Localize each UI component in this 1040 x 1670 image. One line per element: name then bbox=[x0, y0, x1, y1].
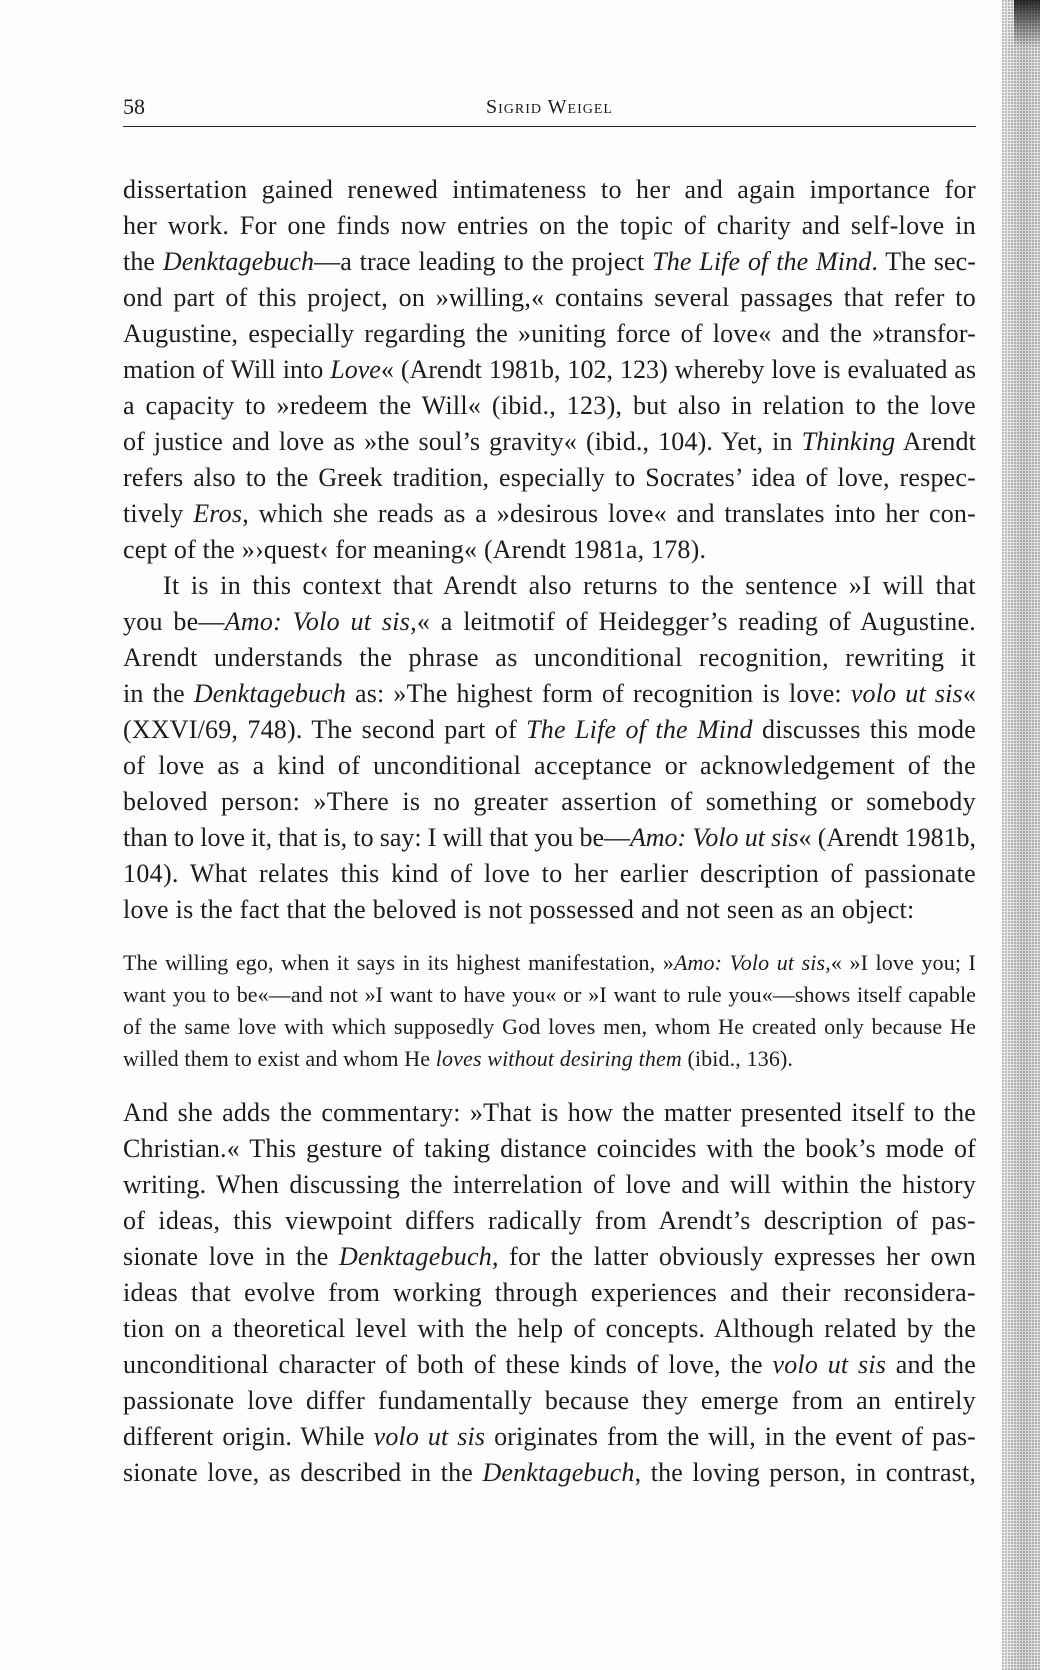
line-text bbox=[123, 1455, 976, 1491]
text-line bbox=[123, 892, 976, 928]
text-run: discusses this mode bbox=[752, 715, 976, 744]
text-line bbox=[123, 712, 976, 748]
text-line bbox=[123, 1419, 976, 1455]
text-line bbox=[123, 676, 976, 712]
text-run: , for the latter obviously expresses her own bbox=[491, 1242, 976, 1271]
text-run: Arendt bbox=[895, 427, 976, 456]
line-text bbox=[123, 1095, 976, 1131]
text-run: The willing ego, when it says in its highest manifestation, » bbox=[123, 950, 674, 975]
text-run: 104). What relates this kind of love to her earlier description of passionate bbox=[123, 859, 976, 888]
line-text bbox=[123, 604, 976, 640]
text-run: « bbox=[962, 679, 976, 708]
text-run: willed them to exist and whom He bbox=[123, 1046, 436, 1071]
line-text bbox=[123, 979, 976, 1011]
italic-text: volo ut sis bbox=[772, 1350, 887, 1379]
line-text bbox=[123, 352, 976, 388]
text-run: writing. When discussing the interrelation of love and will within the history bbox=[123, 1170, 976, 1199]
text-run: sionate love, as described in the bbox=[123, 1458, 483, 1487]
text-line bbox=[123, 532, 976, 568]
text-run: passionate love differ fundamentally because they emerge from an entirely bbox=[123, 1386, 976, 1415]
line-text bbox=[123, 316, 976, 352]
text-run: beloved person: »There is no greater assertion of something or somebody bbox=[123, 787, 976, 816]
text-run: cept of the »›quest‹ for meaning« (Arendt 1981a, 178). bbox=[123, 535, 707, 564]
line-text bbox=[123, 172, 976, 208]
text-run: And she adds the commentary: »That is how the matter presented itself to the bbox=[123, 1098, 976, 1127]
line-text bbox=[123, 784, 976, 820]
italic-text: The Life of the Mind bbox=[652, 247, 872, 276]
text-run: . The sec- bbox=[871, 247, 977, 276]
line-text bbox=[123, 1311, 976, 1347]
text-run: unconditional character of both of these kinds of love, the bbox=[123, 1350, 773, 1379]
text-line bbox=[123, 1347, 976, 1383]
text-run: refers also to the Greek tradition, especially to Socrates’ idea of love, respec- bbox=[123, 463, 976, 492]
line-text bbox=[123, 244, 976, 280]
text-line bbox=[123, 424, 976, 460]
text-run: Augustine, especially regarding the »uniting force of love« and the »transfor- bbox=[123, 319, 976, 348]
text-line bbox=[123, 784, 976, 820]
line-text bbox=[123, 1419, 976, 1455]
text-run: you be— bbox=[123, 607, 225, 636]
text-line bbox=[123, 1203, 976, 1239]
paragraph bbox=[123, 568, 976, 928]
text-run: in the bbox=[123, 679, 194, 708]
text-line bbox=[123, 316, 976, 352]
text-run: of justice and love as »the soul’s gravity« (ibid., 104). Yet, in bbox=[123, 427, 802, 456]
main-text bbox=[123, 172, 976, 1491]
line-text bbox=[123, 1347, 976, 1383]
text-run: ond part of this project, on »willing,« contains several passages that refer to bbox=[123, 283, 976, 312]
text-run: love is the fact that the beloved is not possessed and not seen as an object: bbox=[123, 895, 915, 924]
italic-text: Denktagebuch bbox=[162, 247, 315, 276]
italic-text: volo ut sis bbox=[850, 679, 963, 708]
text-line bbox=[123, 352, 976, 388]
text-run: « a leitmotif of Heidegger’s reading of Augustine. bbox=[416, 607, 977, 636]
text-line bbox=[123, 1455, 976, 1491]
line-text bbox=[123, 820, 976, 856]
text-line bbox=[123, 1311, 976, 1347]
line-text bbox=[123, 892, 915, 928]
text-line bbox=[123, 388, 976, 424]
text-line bbox=[123, 208, 976, 244]
text-line bbox=[123, 856, 976, 892]
text-run: dissertation gained renewed intimateness to her and again importance for bbox=[123, 175, 976, 204]
text-run: ideas that evolve from working through experiences and their reconsidera- bbox=[123, 1278, 976, 1307]
scan-edge-shadow bbox=[1002, 0, 1040, 1670]
line-text bbox=[123, 424, 976, 460]
paragraph-continues-next-page bbox=[123, 1095, 976, 1491]
line-text bbox=[123, 1383, 976, 1419]
text-run: originates from the will, in the event of pas- bbox=[485, 1422, 977, 1451]
text-run: as: »The highest form of recognition is love: bbox=[346, 679, 851, 708]
running-head bbox=[123, 94, 976, 120]
line-text bbox=[163, 568, 976, 604]
text-run: Arendt understands the phrase as unconditional recognition, rewriting it bbox=[123, 643, 976, 672]
line-text bbox=[123, 856, 976, 892]
line-text bbox=[123, 1011, 976, 1043]
text-line bbox=[123, 947, 976, 979]
text-run: tively bbox=[123, 499, 194, 528]
line-text bbox=[123, 1275, 976, 1311]
text-run: (XXVI/69, 748). The second part of bbox=[123, 715, 527, 744]
paragraph-continued bbox=[123, 172, 976, 568]
text-line bbox=[123, 748, 976, 784]
line-text bbox=[123, 1239, 976, 1275]
text-line bbox=[123, 1131, 976, 1167]
line-text bbox=[123, 1203, 976, 1239]
text-run: of ideas, this viewpoint differs radically from Arendt’s description of pas- bbox=[123, 1206, 976, 1235]
text-line bbox=[123, 1011, 976, 1043]
line-text bbox=[123, 460, 976, 496]
text-line bbox=[123, 244, 976, 280]
line-text bbox=[123, 1131, 976, 1167]
text-run: her work. For one finds now entries on the topic of charity and self-love in bbox=[123, 211, 976, 240]
italic-text: Denktagebuch bbox=[339, 1242, 492, 1271]
text-run: sionate love in the bbox=[123, 1242, 339, 1271]
line-text bbox=[123, 1167, 976, 1203]
line-text bbox=[123, 532, 706, 568]
text-run: than to love it, that is, to say: I will that you be— bbox=[123, 823, 630, 852]
line-text bbox=[123, 1043, 793, 1075]
text-line bbox=[123, 979, 976, 1011]
italic-text: Amo: Volo ut sis bbox=[629, 823, 799, 852]
line-text bbox=[123, 208, 976, 244]
text-line bbox=[123, 172, 976, 208]
italic-text: Amo: Volo ut sis, bbox=[673, 950, 831, 975]
italic-text: Denktagebuch bbox=[193, 679, 347, 708]
text-run: mation of Will into bbox=[123, 355, 331, 384]
text-run: , which she reads as a »desirous love« and translates into her con- bbox=[242, 499, 976, 528]
text-run: « »I love you; I bbox=[830, 950, 977, 975]
text-run: , the loving person, in contrast, bbox=[634, 1458, 976, 1487]
text-run: and the bbox=[886, 1350, 976, 1379]
block-quote bbox=[123, 947, 976, 1075]
text-run: It is in this context that Arendt also returns to the sentence »I will that bbox=[163, 571, 976, 600]
italic-text: Thinking bbox=[801, 427, 896, 456]
line-text bbox=[123, 712, 976, 748]
running-title: Sigrid Weigel bbox=[486, 96, 613, 118]
line-text bbox=[123, 640, 976, 676]
italic-text: Amo: Volo ut sis, bbox=[224, 607, 417, 636]
text-run: of the same love with which supposedly God loves men, whom He created only because He bbox=[123, 1014, 976, 1039]
text-run: « (Arendt 1981b, bbox=[798, 823, 977, 852]
text-run: want you to be«—and not »I want to have you« or »I want to rule you«—shows itself capable bbox=[123, 982, 976, 1007]
italic-text: Denktagebuch bbox=[482, 1458, 635, 1487]
text-line bbox=[123, 1275, 976, 1311]
text-run: the bbox=[123, 247, 163, 276]
italic-text: loves without desiring them bbox=[435, 1046, 682, 1071]
text-line bbox=[123, 280, 976, 316]
line-text bbox=[123, 947, 976, 979]
text-line bbox=[123, 820, 976, 856]
scan-corner-shadow bbox=[1014, 0, 1040, 48]
text-run: a capacity to »redeem the Will« (ibid., 123), but also in relation to the love bbox=[123, 391, 976, 420]
text-line bbox=[123, 1383, 976, 1419]
italic-text: Love bbox=[330, 355, 381, 384]
text-line bbox=[123, 496, 976, 532]
text-line bbox=[123, 1167, 976, 1203]
line-text bbox=[123, 280, 976, 316]
italic-text: Eros bbox=[193, 499, 243, 528]
text-run: different origin. While bbox=[123, 1422, 374, 1451]
line-text bbox=[123, 388, 976, 424]
italic-text: volo ut sis bbox=[373, 1422, 486, 1451]
line-text bbox=[123, 676, 976, 712]
page-number: 58 bbox=[123, 94, 145, 119]
text-line bbox=[163, 568, 976, 604]
text-run: (ibid., 136). bbox=[681, 1046, 794, 1071]
text-line bbox=[123, 640, 976, 676]
text-line bbox=[123, 460, 976, 496]
text-line bbox=[123, 1043, 976, 1075]
text-run: —a trace leading to the project bbox=[314, 247, 653, 276]
text-run: of love as a kind of unconditional acceptance or acknowledgement of the bbox=[123, 751, 976, 780]
text-line bbox=[123, 1095, 976, 1131]
italic-text: The Life of the Mind bbox=[526, 715, 753, 744]
text-line bbox=[123, 1239, 976, 1275]
line-text bbox=[123, 496, 976, 532]
text-run: Christian.« This gesture of taking distance coincides with the book’s mode of bbox=[123, 1134, 976, 1163]
header-rule bbox=[123, 126, 976, 127]
text-run: tion on a theoretical level with the help of concepts. Although related by the bbox=[123, 1314, 976, 1343]
text-run: « (Arendt 1981b, 102, 123) whereby love is evaluated as bbox=[380, 355, 976, 384]
line-text bbox=[123, 748, 976, 784]
text-line bbox=[123, 604, 976, 640]
